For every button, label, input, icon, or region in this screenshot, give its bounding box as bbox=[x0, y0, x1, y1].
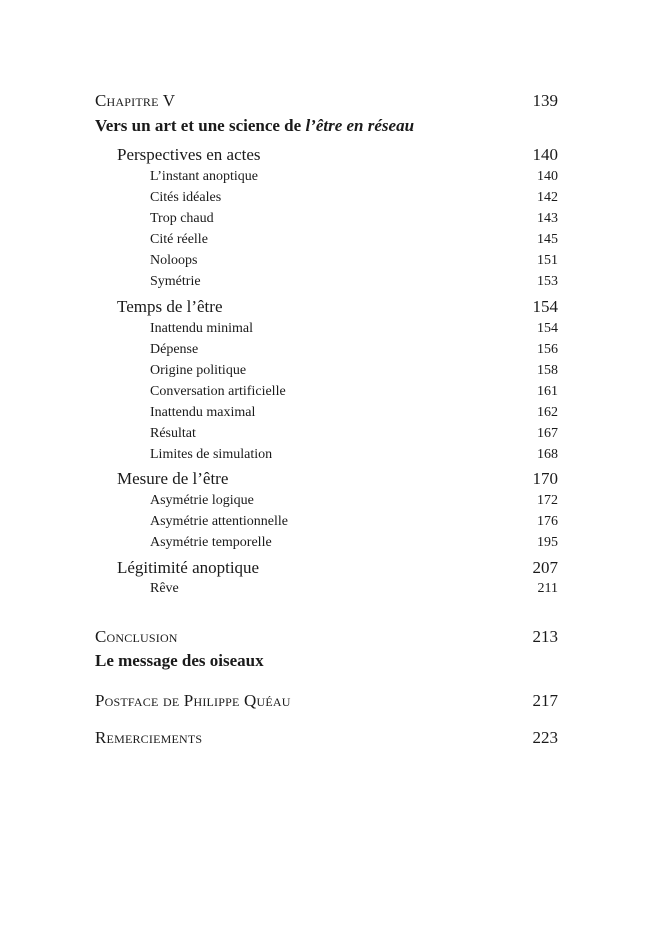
subsection-page: 195 bbox=[537, 535, 558, 550]
postface-page: 217 bbox=[532, 691, 558, 710]
subsection-entry bbox=[150, 211, 558, 227]
subsection-title: Rêve bbox=[150, 581, 179, 596]
chapter-5-page: 139 bbox=[532, 91, 558, 110]
subsection-entry bbox=[150, 581, 558, 597]
subsection-page: 143 bbox=[537, 211, 558, 226]
subsection-page: 167 bbox=[537, 426, 558, 441]
subsection-entry bbox=[150, 274, 558, 290]
subsection-entry bbox=[150, 535, 558, 551]
chapter-5-title-italic: l’être en réseau bbox=[305, 116, 415, 135]
subsection-entry bbox=[150, 321, 558, 337]
subsection-title: Cités idéales bbox=[150, 190, 222, 205]
subsection-entry bbox=[150, 190, 558, 206]
section-title: Légitimité anoptique bbox=[117, 558, 260, 577]
section-entry bbox=[117, 297, 558, 317]
section-title: Temps de l’être bbox=[117, 297, 223, 316]
remerciements-page: 223 bbox=[532, 728, 558, 747]
subsection-page: 145 bbox=[537, 232, 558, 247]
conclusion-heading: Conclusion bbox=[95, 627, 178, 646]
chapter-5-heading: Chapitre V bbox=[95, 91, 176, 110]
subsection-entry bbox=[150, 514, 558, 530]
chapter-5-title bbox=[95, 116, 414, 136]
subsection-title: Cité réelle bbox=[150, 232, 208, 247]
subsection-page: 156 bbox=[537, 342, 558, 357]
section-title: Mesure de l’être bbox=[117, 469, 229, 488]
subsection-entry bbox=[150, 447, 558, 463]
section-entry bbox=[117, 558, 558, 578]
subsection-page: 176 bbox=[537, 514, 558, 529]
section-title: Perspectives en actes bbox=[117, 145, 261, 164]
subsection-entry bbox=[150, 405, 558, 421]
postface-entry bbox=[95, 691, 558, 711]
subsection-title: Trop chaud bbox=[150, 211, 214, 226]
section-page: 154 bbox=[532, 297, 558, 316]
section-page: 140 bbox=[532, 145, 558, 164]
subsection-page: 168 bbox=[537, 447, 558, 462]
subsection-entry bbox=[150, 232, 558, 248]
subsection-title: Inattendu minimal bbox=[150, 321, 254, 336]
subsection-entry bbox=[150, 363, 558, 379]
conclusion-page: 213 bbox=[532, 627, 558, 646]
subsection-title: Asymétrie attentionnelle bbox=[150, 514, 289, 529]
subsection-entry bbox=[150, 342, 558, 358]
conclusion-entry bbox=[95, 627, 558, 647]
chapter-5-entry bbox=[95, 91, 558, 111]
subsection-page: 172 bbox=[537, 493, 558, 508]
subsection-entry bbox=[150, 253, 558, 269]
chapter-5-title-prefix: Vers un art et une science de bbox=[95, 116, 306, 135]
subsection-title: Conversation artificielle bbox=[150, 384, 286, 399]
section-page: 170 bbox=[532, 469, 558, 488]
subsection-title: Noloops bbox=[150, 253, 198, 268]
subsection-entry bbox=[150, 384, 558, 400]
subsection-title: Inattendu maximal bbox=[150, 405, 256, 420]
section-page: 207 bbox=[532, 558, 558, 577]
subsection-page: 154 bbox=[537, 321, 558, 336]
subsection-page: 161 bbox=[537, 384, 558, 399]
subsection-page: 153 bbox=[537, 274, 558, 289]
subsection-title: Dépense bbox=[150, 342, 199, 357]
subsection-title: Asymétrie logique bbox=[150, 493, 254, 508]
subsection-title: L’instant anoptique bbox=[150, 169, 258, 184]
subsection-page: 211 bbox=[537, 581, 558, 596]
postface-heading: Postface de Philippe Quéau bbox=[95, 691, 291, 710]
subsection-page: 162 bbox=[537, 405, 558, 420]
section-entry bbox=[117, 145, 558, 165]
subsection-page: 151 bbox=[537, 253, 558, 268]
subsection-page: 158 bbox=[537, 363, 558, 378]
subsection-title: Origine politique bbox=[150, 363, 247, 378]
conclusion-subtitle: Le message des oiseaux bbox=[95, 651, 264, 670]
subsection-title: Asymétrie temporelle bbox=[150, 535, 272, 550]
subsection-title: Résultat bbox=[150, 426, 196, 441]
remerciements-entry bbox=[95, 728, 558, 748]
subsection-page: 140 bbox=[537, 169, 558, 184]
subsection-entry bbox=[150, 426, 558, 442]
subsection-entry bbox=[150, 169, 558, 185]
remerciements-heading: Remerciements bbox=[95, 728, 203, 747]
subsection-title: Limites de simulation bbox=[150, 447, 273, 462]
subsection-title: Symétrie bbox=[150, 274, 201, 289]
section-entry bbox=[117, 469, 558, 489]
subsection-page: 142 bbox=[537, 190, 558, 205]
subsection-entry bbox=[150, 493, 558, 509]
